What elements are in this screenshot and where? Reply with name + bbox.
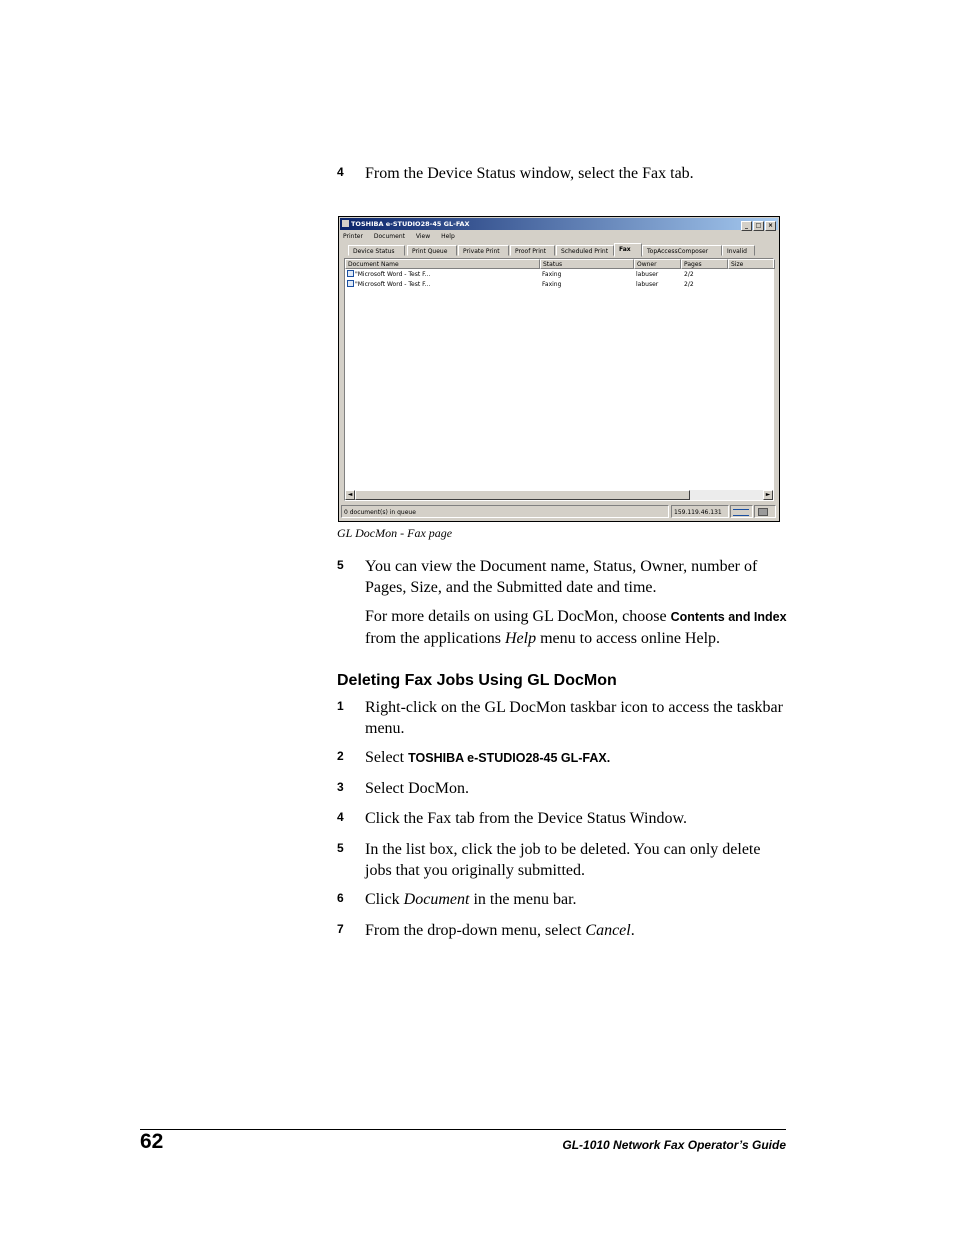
tab-bar [344, 245, 774, 257]
guide-title: GL-1010 Network Fax Operator’s Guide [562, 1138, 786, 1152]
tab-topaccesscomposer[interactable]: TopAccessComposer [642, 245, 722, 256]
step-number: 5 [337, 841, 344, 855]
ip-address-text: 159.119.46.131 [671, 505, 729, 518]
column-pages[interactable]: Pages [681, 259, 728, 269]
fax-job-list[interactable] [344, 258, 774, 501]
menu-printer[interactable]: Printer [343, 233, 363, 240]
job-pages: 2/2 [684, 281, 694, 288]
table-row[interactable] [345, 280, 773, 290]
table-row[interactable] [345, 270, 773, 280]
printer-panel [754, 505, 776, 518]
document-icon [347, 280, 354, 287]
tab-print-queue[interactable]: Print Queue [407, 245, 457, 256]
step-text: You can view the Document name, Status, Owner, number of Pages, Size, and the Submitted date and time. [365, 558, 758, 596]
step-item [337, 920, 787, 941]
step-number: 6 [337, 891, 344, 905]
job-owner: labuser [636, 271, 659, 278]
menu-bar [343, 232, 464, 242]
step-item [337, 778, 787, 799]
horizontal-scrollbar[interactable] [345, 490, 773, 500]
network-panel [730, 505, 753, 518]
step-item [337, 697, 787, 739]
tab-proof-print[interactable]: Proof Print [510, 245, 555, 256]
step-text: Click Document in the menu bar. [365, 891, 577, 908]
column-document-name[interactable]: Document Name [345, 259, 540, 269]
step-number: 4 [337, 810, 344, 824]
tab-fax[interactable]: Fax [614, 243, 642, 257]
network-icon [733, 509, 749, 516]
printer-icon [758, 508, 768, 516]
docmon-window-screenshot [338, 216, 780, 522]
step-text: From the Device Status window, select the Fax tab. [365, 165, 694, 182]
tab-device-status[interactable]: Device Status [348, 245, 405, 256]
scroll-left-button[interactable]: ◄ [345, 490, 355, 500]
minimize-button[interactable]: _ [741, 221, 752, 231]
step-text: In the list box, click the job to be deleted. You can only delete jobs that you originally submitted. [365, 841, 761, 879]
tab-private-print[interactable]: Private Print [458, 245, 509, 256]
step-text: Click the Fax tab from the Device Status Window. [365, 810, 687, 827]
menu-help[interactable]: Help [441, 233, 455, 240]
step-text: Select TOSHIBA e-STUDIO28-45 GL-FAX. [365, 749, 611, 766]
job-status: Faxing [542, 271, 562, 278]
scroll-right-button[interactable]: ► [763, 490, 773, 500]
column-status[interactable]: Status [540, 259, 634, 269]
menu-document[interactable]: Document [373, 233, 405, 240]
step-item [337, 889, 787, 910]
contents-and-index-label: Contents and Index [670, 610, 787, 624]
step-item [337, 163, 787, 184]
window-titlebar [340, 218, 778, 230]
tab-scheduled-print[interactable]: Scheduled Print [556, 245, 614, 256]
job-status: Faxing [542, 281, 562, 288]
step-text: Right-click on the GL DocMon taskbar icon to access the taskbar menu. [365, 699, 783, 737]
column-header-row [345, 259, 773, 269]
step-item [337, 556, 787, 598]
status-bar [341, 505, 777, 519]
step-number: 4 [337, 165, 344, 179]
step-text: Select DocMon. [365, 780, 469, 797]
menu-view[interactable]: View [415, 233, 431, 240]
step-number: 3 [337, 780, 344, 794]
step-text: From the drop-down menu, select Cancel. [365, 922, 635, 939]
scrollbar-thumb[interactable] [355, 490, 690, 500]
step-item [337, 808, 787, 829]
app-icon [342, 220, 349, 227]
document-name: "Microsoft Word - Test F... [355, 281, 431, 288]
step-item [337, 747, 787, 769]
document-name: "Microsoft Word - Test F... [355, 271, 431, 278]
queue-count-text: 0 document(s) in queue [341, 505, 669, 518]
step-item [337, 839, 787, 881]
step-number: 7 [337, 922, 344, 936]
step-number: 5 [337, 558, 344, 572]
figure-caption: GL DocMon - Fax page [337, 526, 453, 540]
document-icon [347, 270, 354, 277]
step-number: 1 [337, 699, 344, 713]
tab-invalid[interactable]: Invalid [722, 245, 755, 256]
section-heading: Deleting Fax Jobs Using GL DocMon [337, 672, 617, 689]
window-title: TOSHIBA e-STUDIO28-45 GL-FAX [351, 220, 470, 228]
close-button[interactable]: × [765, 221, 776, 231]
job-pages: 2/2 [684, 271, 694, 278]
job-owner: labuser [636, 281, 659, 288]
column-owner[interactable]: Owner [634, 259, 681, 269]
page-number: 62 [140, 1130, 164, 1153]
footer-rule [140, 1129, 786, 1130]
help-paragraph: For more details on using GL DocMon, choose Contents and Index from the applications Help menu to access online Help. [365, 608, 787, 647]
help-menu-label: Help [504, 630, 537, 647]
column-size[interactable]: Size [728, 259, 775, 269]
step-number: 2 [337, 749, 344, 763]
maximize-button[interactable]: □ [753, 221, 764, 231]
